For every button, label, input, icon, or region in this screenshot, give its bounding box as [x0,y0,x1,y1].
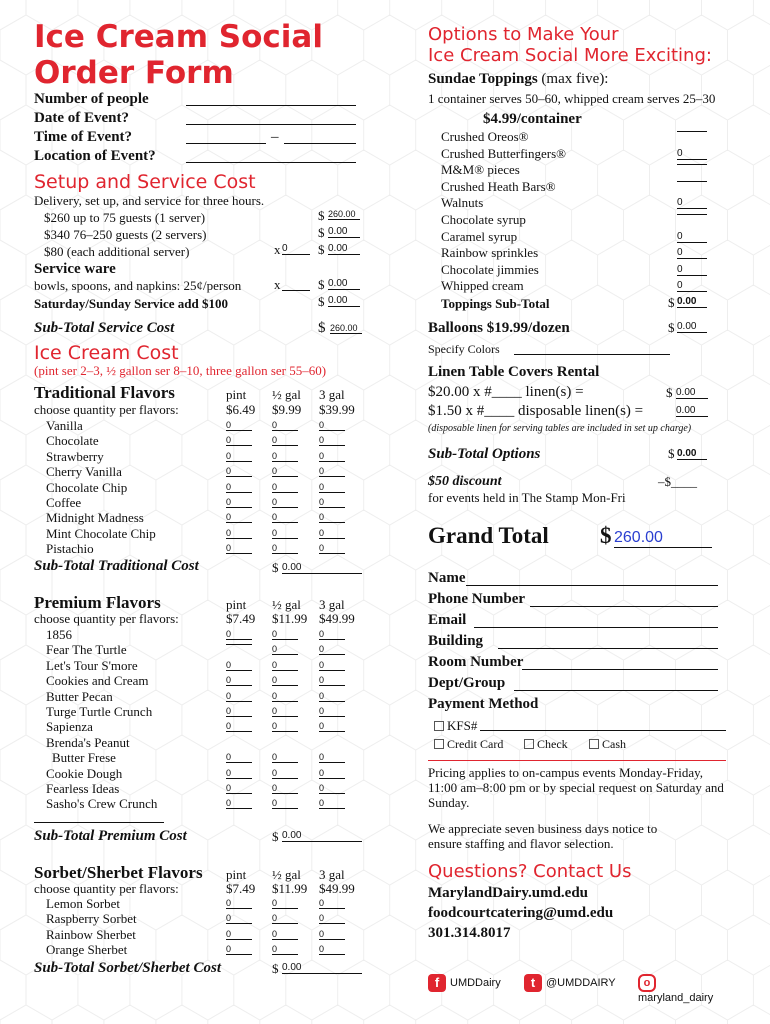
time-start-field[interactable] [186,143,266,144]
payment-method-label: Payment Method [428,696,539,712]
toppings-subtotal-label: Toppings Sub-Total [441,296,550,311]
contact-input-field[interactable] [514,690,718,691]
flavor-qty-input[interactable]: 0 [319,898,345,909]
topping-qty-input[interactable] [677,131,707,132]
label-time: Time of Event? [34,129,133,145]
subtotal-traditional-value[interactable]: 0.00 [282,562,362,574]
flavor-qty-input[interactable]: 0 [226,660,252,671]
topping-qty-input[interactable]: 0 [677,197,707,209]
linen-row-2: $1.50 x #____ disposable linen(s) = [428,403,644,419]
facebook-icon: f [428,974,446,992]
dollar-sign: $ [272,961,279,976]
flavor-qty-input[interactable]: 0 [226,629,252,640]
checkbox-icon[interactable] [589,739,599,749]
flavor-qty-input[interactable]: 0 [319,644,345,655]
flavor-qty-input[interactable]: 0 [319,451,345,462]
flavor-name: Raspberry Sorbet [46,911,137,927]
payment-credit-card[interactable] [434,737,503,752]
size-3-gal: 3 gal [319,867,345,882]
flavor-name: Sapienza [46,719,93,735]
questions-title: Questions? Contact Us [428,861,632,882]
flavor-qty-input[interactable]: 0 [272,466,298,477]
subtotal-traditional-label: Sub-Total Traditional Cost [34,558,199,574]
subtotal-sorbet-value[interactable]: 0.00 [282,962,362,974]
setup-row-2: $340 76–250 guests (2 servers) [44,227,207,242]
flavor-qty-input[interactable]: 0 [319,752,345,763]
price-pint: $7.49 [226,881,256,896]
topping-qty-input[interactable]: 0 [677,280,707,292]
flavor-qty-input[interactable]: 0 [319,420,345,431]
flavor-name: Cherry Vanilla [46,464,122,480]
flavor-qty-input[interactable]: 0 [272,768,298,779]
topping-qty-input[interactable]: 0 [677,247,707,259]
x-mark: x [274,242,281,257]
choose-quantity: choose quantity per flavors: [34,402,179,417]
form-title-line2: Order Form [34,55,234,91]
dollar-sign: $ [666,385,673,400]
instagram-link[interactable] [638,974,728,1004]
flavor-qty-input[interactable]: 0 [272,660,298,671]
discount-note: for events held in The Stamp Mon-Fri [428,490,626,505]
flavor-qty-input[interactable]: 0 [319,512,345,523]
flavor-qty-input[interactable]: 0 [319,543,345,554]
contact-label: Dept/Group [428,675,506,691]
flavor-name: Let's Tour S'more [46,657,138,673]
contact-label: Room Number [428,654,524,670]
dollar-sign: $ [318,225,325,240]
flavor-name: Fear The Turtle [46,642,127,658]
topping-qty-input[interactable] [677,164,707,165]
flavor-qty-input[interactable]: 0 [272,512,298,523]
topping-qty-input[interactable]: 0 [677,264,707,276]
flavor-qty-input[interactable]: 0 [272,675,298,686]
contact-label: Phone Number [428,591,526,607]
appreciate-note: We appreciate seven business days notice to ensure staffing and flavor selection. [428,821,658,851]
flavor-name: Pistachio [46,541,94,557]
options-title-line1: Options to Make Your [428,24,619,45]
flavor-qty-input[interactable]: 0 [319,768,345,779]
checkbox-icon[interactable] [524,739,534,749]
serviceware-row: bowls, spoons, and napkins: 25¢/person [34,278,242,293]
flavor-qty-input[interactable]: 0 [226,543,252,554]
topping-name: Whipped cream [441,278,524,294]
twitter-icon: t [524,974,542,992]
flavor-qty-input[interactable]: 0 [226,913,252,924]
flavor-qty-input[interactable]: 0 [272,644,298,655]
twitter-link[interactable] [524,974,616,992]
flavor-qty-input[interactable]: 0 [226,721,252,732]
price-half-gal: $11.99 [272,881,308,896]
toppings-heading [428,71,608,88]
specify-colors-field[interactable] [514,354,670,355]
pricing-note: Pricing applies to on-campus events Monday-Friday, 11:00 am–8:00 pm or by special request on Saturday and Sunday. [428,765,724,810]
flavor-qty-input[interactable]: 0 [226,768,252,779]
flavor-qty-input[interactable]: 0 [319,929,345,940]
subtotal-options-label: Sub-Total Options [428,446,541,462]
flavor-qty-input[interactable]: 0 [272,944,298,955]
contact-label: Name [428,570,466,586]
contact-input-field[interactable] [474,627,718,628]
flavor-qty-input[interactable]: 0 [319,482,345,493]
grand-total-dollar: $ [600,523,612,548]
size-pint: pint [226,867,247,882]
dollar-sign: $ [318,320,326,336]
grand-total-value[interactable]: 260.00 [614,529,712,548]
flavor-name: Cookies and Cream [46,673,149,689]
contact-label: Email [428,612,467,628]
discount-label: $50 discount [428,474,502,489]
flavor-qty-input[interactable]: 0 [319,528,345,539]
subtotal-premium-label: Sub-Total Premium Cost [34,828,187,844]
dollar-sign: $ [318,242,325,257]
size-half-gal: ½ gal [272,597,301,612]
payment-check[interactable] [524,737,568,752]
contact-input-field[interactable] [530,606,718,607]
linen-row-1: $20.00 x #____ linen(s) = [428,384,584,400]
flavor-qty-input[interactable]: 0 [272,929,298,940]
ice-cream-cost-title: Ice Cream Cost [34,342,179,364]
number-people-field[interactable] [186,105,356,106]
flavor-qty-input[interactable]: 0 [226,482,252,493]
toppings-note: 1 container serves 50–60, whipped cream serves 25–30 [428,91,716,106]
kfs-label: KFS# [447,718,478,733]
flavor-name: Rainbow Sherbet [46,926,136,942]
flavor-qty-input[interactable]: 0 [226,435,252,446]
price-half-gal: $9.99 [272,402,302,417]
flavor-qty-input[interactable]: 0 [272,706,298,717]
contact-input-field[interactable] [522,669,718,670]
flavor-qty-input[interactable]: 0 [272,543,298,554]
instagram-handle: maryland_dairy [638,992,714,1004]
setup-intro: Delivery, set up, and service for three hours. [34,193,265,208]
x-mark: x [274,277,281,292]
flavor-name: Mint Chocolate Chip [46,525,156,541]
flavor-qty-input[interactable]: 0 [226,528,252,539]
flavor-qty-input[interactable] [226,644,252,645]
kfs-number-field[interactable] [480,730,726,731]
setup-value-2[interactable]: 0.00 [328,226,360,238]
setup-row-3: $80 (each additional server) [44,244,190,259]
flavor-qty-input[interactable]: 0 [319,706,345,717]
topping-qty-input[interactable] [677,181,707,182]
topping-qty-input[interactable]: 0 [677,231,707,243]
facebook-link[interactable] [428,974,501,992]
linen-value-1[interactable]: 0.00 [676,387,708,399]
flavor-name: Midnight Madness [46,510,144,526]
label-location: Location of Event? [34,148,156,164]
size-3-gal: 3 gal [319,597,345,612]
flavor-qty-input[interactable]: 0 [319,944,345,955]
flavor-qty-input[interactable]: 0 [226,466,252,477]
balloons-value[interactable]: 0.00 [677,321,707,333]
flavor-name: Turge Turtle Crunch [46,704,153,719]
options-title-line2: Ice Cream Social More Exciting: [428,45,712,66]
linen-value-2[interactable]: 0.00 [676,405,708,417]
dollar-sign: $ [668,295,675,310]
flavor-name: Orange Sherbet [46,942,128,958]
check-label: Check [537,737,568,751]
flavor-qty-input[interactable]: 0 [272,783,298,794]
discount-value[interactable]: –$____ [658,474,697,489]
linen-note: (disposable linen for serving tables are included in set up charge) [428,423,692,434]
dollar-sign: $ [318,294,325,309]
flavor-name: Chocolate [46,433,99,449]
grand-total-label: Grand Total [428,523,549,548]
subtotal-service-label: Sub-Total Service Cost [34,320,175,336]
time-dash: – [271,129,279,145]
flavor-qty-input[interactable]: 0 [226,691,252,702]
subtotal-options-value[interactable]: 0.00 [677,448,707,460]
topping-name: Rainbow sprinkles [441,245,539,261]
serviceware-value[interactable]: 0.00 [328,278,360,290]
premium-custom-flavor-field[interactable] [34,822,164,823]
topping-name: Walnuts [441,195,484,211]
size-pint: pint [226,387,247,402]
setup-title: Setup and Service Cost [34,171,256,193]
flavor-qty-input[interactable]: 0 [226,512,252,523]
flavor-qty-input[interactable]: 0 [226,783,252,794]
flavor-qty-input[interactable]: 0 [226,944,252,955]
checkbox-icon[interactable] [434,739,444,749]
dollar-sign: $ [318,208,325,223]
size-half-gal: ½ gal [272,387,301,402]
payment-cash[interactable] [589,737,626,752]
flavor-qty-input[interactable]: 0 [272,691,298,702]
contact-email[interactable]: foodcourtcatering@umd.edu [428,905,614,921]
extra-server-qty[interactable]: 0 [282,243,310,255]
facebook-handle: UMDDairy [450,976,501,989]
flavor-qty-input[interactable]: 0 [226,752,252,763]
flavor-qty-input[interactable]: 0 [272,435,298,446]
flavor-qty-input[interactable]: 0 [319,497,345,508]
flavor-qty-input[interactable]: 0 [319,435,345,446]
flavor-qty-input[interactable]: 0 [226,420,252,431]
kfs-option[interactable] [434,718,477,734]
label-number-people: Number of people [34,91,149,107]
flavor-qty-input[interactable]: 0 [272,721,298,732]
flavor-qty-input[interactable]: 0 [272,497,298,508]
flavor-name: Fearless Ideas [46,781,120,796]
flavor-qty-input[interactable]: 0 [319,629,345,640]
flavor-qty-input[interactable]: 0 [319,466,345,477]
topping-name: Crushed Oreos® [441,129,529,144]
flavor-qty-input[interactable]: 0 [319,798,345,809]
subtotal-premium-value[interactable]: 0.00 [282,830,362,842]
flavor-qty-input[interactable]: 0 [319,691,345,702]
flavor-qty-input[interactable]: 0 [226,798,252,809]
flavor-name: Butter Pecan [46,688,113,704]
flavor-qty-input[interactable]: 0 [226,675,252,686]
subtotal-sorbet-label: Sub-Total Sorbet/Sherbet Cost [34,960,221,976]
dollar-sign: $ [272,560,279,575]
flavor-qty-input[interactable]: 0 [319,913,345,924]
choose-quantity: choose quantity per flavors: [34,611,179,626]
flavor-qty-input[interactable]: 0 [226,898,252,909]
serviceware-title: Service ware [34,261,116,277]
flavor-qty-input[interactable]: 0 [319,721,345,732]
topping-name: Chocolate syrup [441,212,526,227]
flavor-qty-input[interactable]: 0 [272,451,298,462]
flavor-name: Cookie Dough [46,765,123,781]
location-field[interactable] [186,162,356,163]
credit-card-label: Credit Card [447,737,504,751]
balloons-label: Balloons $19.99/dozen [428,320,570,336]
flavor-qty-input[interactable]: 0 [226,706,252,717]
form-title-line1: Ice Cream Social [34,19,323,55]
size-half-gal: ½ gal [272,867,301,882]
topping-name: Crushed Heath Bars® [441,178,556,194]
label-date: Date of Event? [34,110,129,126]
weekend-row: Saturday/Sunday Service add $100 [34,296,228,311]
dollar-sign: $ [668,320,675,335]
flavor-qty-input[interactable]: 0 [272,482,298,493]
setup-value-1[interactable]: 260.00 [328,209,360,220]
contact-input-field[interactable] [498,648,718,649]
toppings-price: $4.99/container [483,111,582,127]
ice-cream-serving-note: (pint ser 2–3, ½ gallon ser 8–10, three gallon ser 55–60) [34,363,327,378]
dollar-sign: $ [318,277,325,292]
size-3-gal: 3 gal [319,387,345,402]
topping-qty-input[interactable] [677,214,707,215]
price-3-gal: $49.99 [319,611,355,626]
topping-name: Chocolate jimmies [441,261,539,277]
dollar-sign: $ [272,829,279,844]
setup-row-1: $260 up to 75 guests (1 server) [44,210,206,225]
subtotal-service-value[interactable]: 260.00 [330,323,362,334]
toppings-max: (max five): [537,71,609,87]
flavor-name: Lemon Sorbet [46,896,121,911]
topping-name: M&M® pieces [441,162,520,178]
flavor-qty-input[interactable]: 0 [319,660,345,671]
price-pint: $6.49 [226,402,256,417]
checkbox-icon[interactable] [434,721,444,731]
flavor-name: Coffee [46,495,82,510]
flavor-qty-input[interactable]: 0 [226,497,252,508]
flavor-qty-input[interactable]: 0 [272,752,298,763]
serviceware-qty[interactable] [282,290,310,291]
flavor-name: Sasho's Crew Crunch [46,796,158,812]
instagram-icon: o [638,974,656,992]
flavor-name: Vanilla [46,418,83,433]
sorbet-title: Sorbet/Sherbet Flavors [34,863,203,882]
cash-label: Cash [602,737,626,751]
date-field[interactable] [186,124,356,125]
time-end-field[interactable] [284,143,356,144]
flavor-name: 1856 [46,627,72,642]
flavor-qty-input[interactable]: 0 [272,898,298,909]
flavor-qty-input[interactable]: 0 [226,929,252,940]
choose-quantity: choose quantity per flavors: [34,881,179,896]
price-half-gal: $11.99 [272,611,308,626]
contact-label: Building [428,633,484,649]
flavor-qty-input[interactable]: 0 [319,783,345,794]
flavor-qty-input[interactable]: 0 [272,528,298,539]
toppings-title: Sundae Toppings [428,71,538,87]
flavor-qty-input[interactable]: 0 [319,675,345,686]
flavor-qty-input[interactable]: 0 [272,798,298,809]
topping-name: Crushed Butterfingers® [441,145,567,161]
twitter-handle: @UMDDAIRY [546,976,616,989]
setup-value-3[interactable]: 0.00 [328,243,360,255]
size-pint: pint [226,597,247,612]
price-3-gal: $39.99 [319,402,355,417]
flavor-name: Chocolate Chip [46,479,128,495]
flavor-qty-input[interactable]: 0 [226,451,252,462]
flavor-name: Brenda's Peanut [46,734,130,750]
price-3-gal: $49.99 [319,881,355,896]
toppings-subtotal-value[interactable]: 0.00 [677,296,707,308]
specify-colors-label: Specify Colors [428,342,500,356]
linen-title: Linen Table Covers Rental [428,364,600,380]
flavor-name: Strawberry [46,448,104,464]
premium-title: Premium Flavors [34,593,161,612]
price-pint: $7.49 [226,611,256,626]
contact-website[interactable]: MarylandDairy.umd.edu [428,885,589,901]
divider [428,760,726,761]
contact-input-field[interactable] [466,585,718,586]
flavor-qty-input[interactable]: 0 [272,629,298,640]
traditional-title: Traditional Flavors [34,383,175,402]
topping-qty-input[interactable]: 0 [677,148,707,160]
weekend-value[interactable]: 0.00 [328,295,360,307]
flavor-qty-input[interactable]: 0 [272,420,298,431]
topping-name: Caramel syrup [441,228,518,244]
dollar-sign: $ [668,446,675,461]
contact-phone[interactable]: 301.314.8017 [428,925,511,941]
flavor-name: Butter Fresе [52,750,116,766]
flavor-qty-input[interactable]: 0 [272,913,298,924]
